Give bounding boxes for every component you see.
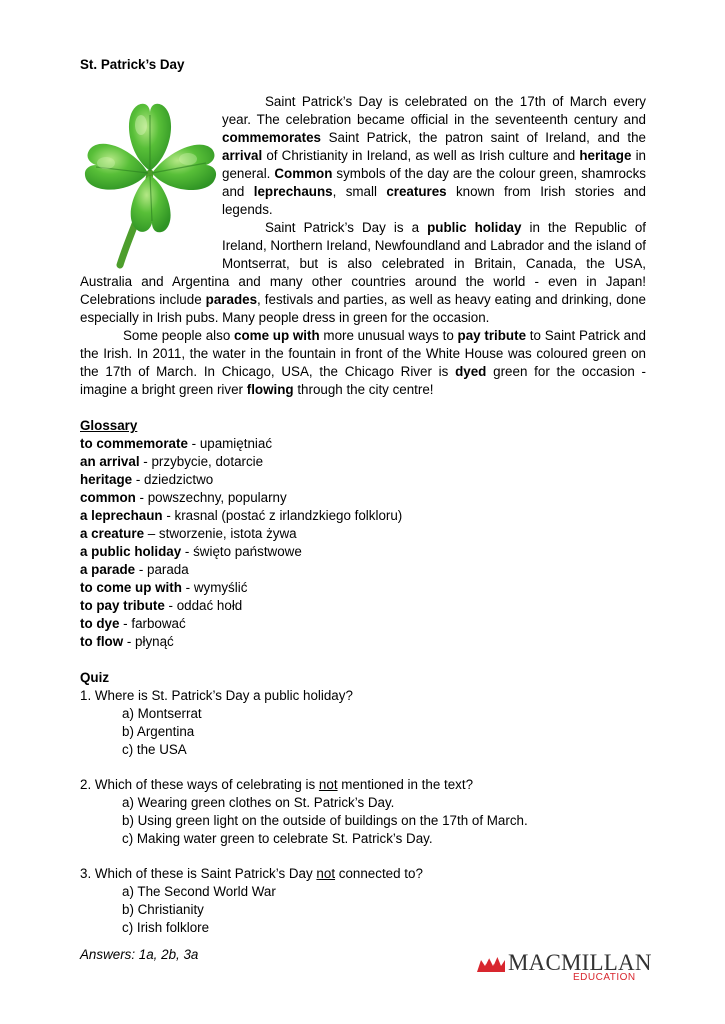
glossary-term: a parade [80,562,136,577]
question-text: mentioned in the text? [337,777,474,792]
key-word: Common [274,166,333,181]
text-run: symbols of the day are the colour green, shamrocks and [222,166,646,199]
text-run: , festivals and parties, as well as heavy eating and drinking, done especially in Irish pubs. Many people dress in green for the occasion. [80,292,646,325]
key-word: parades [205,292,258,307]
glossary-separator: – [144,526,159,541]
glossary-term: to come up with [80,580,182,595]
glossary-separator: - [181,580,194,595]
glossary-term: an arrival [80,454,140,469]
quiz-option: c) Making water green to celebrate St. Patrick’s Day. [122,831,433,846]
logo-subtitle: EDUCATION [573,972,636,983]
glossary-definition: stworzenie, istota żywa [158,526,297,541]
text-run: Saint Patrick’s Day is a [265,220,428,235]
key-word: creatures [386,184,447,199]
key-word: flowing [246,382,294,397]
key-word: leprechauns [253,184,333,199]
glossary-entry [80,543,646,561]
glossary-term: a leprechaun [80,508,163,523]
quiz-question [80,687,646,705]
glossary-list [80,435,646,651]
text-run: through the city centre! [293,382,434,397]
glossary-separator: - [135,490,148,505]
glossary-definition: upamiętniać [199,436,273,451]
text-run: green for the occasion - imagine a bright green river [80,364,646,397]
glossary-term: to flow [80,634,124,649]
key-word: commemorates [222,130,321,145]
glossary-separator: - [135,562,147,577]
glossary-entry [80,633,646,651]
emphasis-not: not [316,866,336,881]
quiz-question [80,865,646,883]
glossary-definition: parada [147,562,189,577]
shamrock-icon [80,93,220,269]
glossary-definition: święto państwowe [193,544,302,559]
glossary-separator: - [139,454,152,469]
glossary-entry [80,615,646,633]
macmillan-logo [477,950,652,991]
quiz-heading: Quiz [80,670,110,685]
glossary-separator: - [164,598,177,613]
glossary-separator: - [181,544,194,559]
text-run: more unusual ways to [319,328,458,343]
quiz-option: b) Christianity [122,902,204,917]
page-title: St. Patrick’s Day [80,57,185,72]
glossary-definition: powszechny, popularny [147,490,287,505]
text-run: in general. [222,148,646,181]
answers-line: Answers: 1a, 2b, 3a [80,947,199,962]
glossary-term: to dye [80,616,120,631]
worksheet-page [80,56,646,937]
glossary-separator: - [123,634,136,649]
text-run: to Saint Patrick and the Irish. In 2011, the water in the fountain in front of the White House was coloured green on the 17th of March. In Chicago, USA, the Chicago River is [80,328,647,379]
glossary-entry [80,561,646,579]
key-word: come up with [234,328,320,343]
glossary-entry [80,507,646,525]
glossary-term: to pay tribute [80,598,165,613]
glossary-entry [80,435,646,453]
text-run: Saint Patrick, the patron saint of Ireland, and the [321,130,646,145]
glossary-definition: przybycie, dotarcie [151,454,264,469]
glossary-entry [80,525,646,543]
question-text: connected to? [335,866,423,881]
glossary-term: to commemorate [80,436,188,451]
glossary-term: heritage [80,472,133,487]
text-run: Some people also [123,328,235,343]
glossary-entry [80,489,646,507]
glossary-entry [80,579,646,597]
quiz-option: c) Irish folklore [122,920,210,935]
quiz-option: a) The Second World War [122,884,276,899]
glossary-entry [80,453,646,471]
glossary-separator: - [132,472,144,487]
text-run: of Christianity in Ireland, as well as Irish culture and [262,148,580,163]
quiz-option: b) Argentina [122,724,195,739]
glossary-definition: oddać hołd [176,598,243,613]
glossary-term: a public holiday [80,544,182,559]
emphasis-not: not [318,777,338,792]
quiz-option: b) Using green light on the outside of buildings on the 17th of March. [122,813,528,828]
quiz-option: a) Wearing green clothes on St. Patrick’s Day. [122,795,395,810]
paragraph-3 [80,327,646,399]
key-word: arrival [222,148,263,163]
glossary-definition: krasnal (postać z irlandzkiego folkloru) [174,508,403,523]
key-word: heritage [579,148,632,163]
logo-wordmark: MACMILLAN [508,950,652,975]
glossary-entry [80,597,646,615]
question-text: 3. Which of these is Saint Patrick’s Day [80,866,317,881]
key-word: dyed [455,364,487,379]
glossary-term: common [80,490,136,505]
glossary-entry [80,471,646,489]
glossary-term: a creature [80,526,145,541]
glossary-heading: Glossary [80,418,138,433]
glossary-separator: - [162,508,175,523]
text-run: known from Irish stories and legends. [222,184,647,217]
text-run: in the Republic of Ireland, Northern Ireland, Newfoundland and Labrador and the island of Montserrat, but is also celebrated in Britain, Canada, the USA, Australia and Argentina and many other countries around the world - even in Japan! Celebrations include [80,220,646,307]
key-word: public holiday [427,220,522,235]
glossary-definition: wymyślić [193,580,248,595]
text-run: Saint Patrick’s Day is celebrated on the 17th of March every year. The celebration became official in the seventeenth century and [222,94,646,127]
quiz-option: c) the USA [122,742,187,757]
quiz-question [80,776,646,794]
question-text: 2. Which of these ways of celebrating is [80,777,319,792]
glossary-definition: dziedzictwo [144,472,214,487]
key-word: pay tribute [457,328,527,343]
macmillan-logo-icon [477,954,505,972]
quiz-option: a) Montserrat [122,706,202,721]
glossary-definition: płynąć [135,634,174,649]
glossary-separator: - [119,616,132,631]
glossary-definition: farbować [131,616,186,631]
quiz-list [80,687,646,937]
text-run: , small [332,184,387,199]
question-text: 1. Where is St. Patrick’s Day a public holiday? [80,688,353,703]
glossary-separator: - [187,436,200,451]
